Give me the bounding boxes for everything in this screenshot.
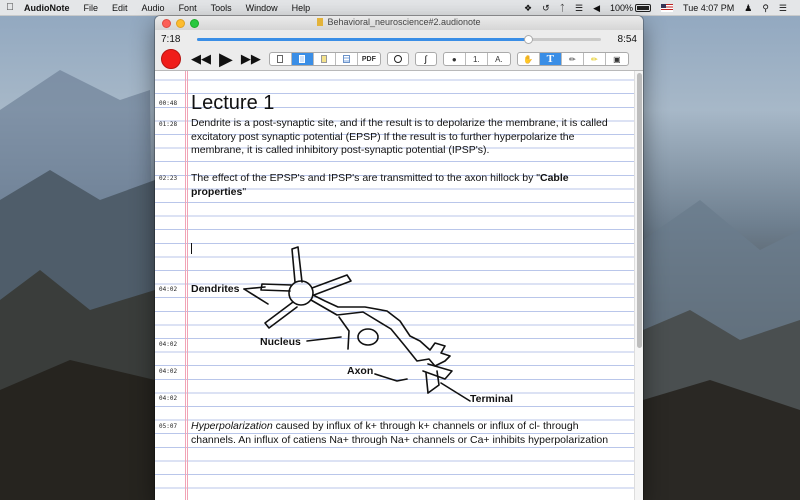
vertical-scrollbar[interactable] (634, 71, 643, 500)
wifi-icon[interactable]: ☰ (575, 2, 584, 13)
playback-progress-fill (197, 38, 528, 41)
bluetooth-icon[interactable]: ᛏ (559, 2, 566, 13)
cable-properties-bold: Cable properties (191, 172, 569, 198)
fast-forward-icon[interactable]: ▶▶ (240, 51, 261, 66)
hand-tool-button[interactable] (518, 53, 540, 65)
hand-icon: ✋ (523, 54, 534, 64)
battery-percent: 100% (610, 2, 634, 13)
note-paragraph-3-text: caused by influx of k+ through k+ channels or influx of cl- through channels. An influx of catiens Na+ through Na+ channels or Ca+ inhibits hyperpolarization (191, 420, 609, 446)
bullet-list-button[interactable] (444, 53, 466, 65)
notification-center-icon[interactable]: ☰ (778, 2, 787, 13)
spotlight-search-icon[interactable]: ⚲ (762, 2, 769, 13)
font-style-label: A. (495, 54, 503, 64)
title-bar[interactable] (155, 16, 643, 30)
menu-audio[interactable]: Audio (141, 2, 165, 13)
menu-app-name[interactable]: AudioNote (24, 2, 70, 13)
margin-line-inner (187, 71, 188, 500)
note-paragraph-2-end: " (242, 185, 247, 198)
bullet-icon: ● (451, 54, 457, 64)
menu-file[interactable]: File (83, 2, 99, 13)
document-icon (317, 18, 323, 26)
label-axon: Axon (347, 365, 374, 377)
scrollbar-thumb[interactable] (637, 73, 642, 348)
text-tool-icon: T (546, 53, 555, 65)
menu-bar (0, 0, 800, 16)
label-terminal: Terminal (470, 393, 513, 405)
integral-icon: ∫ (424, 54, 428, 64)
hyperpolarization-italic: Hyperpolarization (191, 420, 273, 432)
text-tool-button[interactable] (540, 53, 562, 65)
numbered-list-label: 1. (473, 54, 480, 64)
highlighter-tool-button[interactable] (584, 53, 606, 65)
lined-page-button[interactable] (292, 53, 314, 65)
timestamp-link[interactable]: 02:23 (159, 175, 178, 182)
note-paragraph-1: Dendrite is a post-synaptic site, and if the result is to depolarize the membrane, it is called excitatory post synaptic potential (EPSP) If the result is to further hyperpolarize the membrane, it is called inhibitory post-synaptic potential (IPSP's). (191, 117, 608, 157)
window-title-text: Behavioral_neuroscience#2.audionote (327, 17, 481, 27)
list-style-group (443, 52, 511, 66)
camera-button[interactable] (606, 53, 628, 65)
note-paragraph-3 (191, 420, 617, 447)
pdf-button[interactable] (358, 53, 380, 65)
timestamp-link[interactable]: 05:07 (159, 423, 178, 430)
yellow-page-icon (321, 55, 327, 63)
menu-font[interactable]: Font (178, 2, 197, 13)
plain-page-button[interactable] (270, 53, 292, 65)
timestamp-link[interactable]: 00:48 (159, 100, 178, 107)
playback-slider[interactable] (197, 38, 601, 41)
yellow-page-button[interactable] (314, 53, 336, 65)
grid-page-button[interactable] (336, 53, 358, 65)
timestamp-link[interactable]: 04:02 (159, 341, 178, 348)
toolbar (155, 48, 643, 71)
font-style-button[interactable] (488, 53, 510, 65)
timestamp-button[interactable] (387, 52, 409, 66)
input-source-flag-icon[interactable] (656, 0, 678, 16)
clock-icon (394, 55, 402, 63)
pdf-label: PDF (361, 55, 376, 63)
camera-icon: ▣ (613, 54, 621, 64)
label-nucleus: Nucleus (260, 336, 301, 348)
pen-icon: ✏ (568, 54, 576, 64)
playback-bar (155, 30, 643, 48)
text-cursor (191, 243, 192, 254)
rewind-icon[interactable]: ◀◀ (191, 51, 211, 66)
dropbox-icon[interactable]: ❖ (523, 2, 533, 13)
timestamp-link[interactable]: 04:02 (159, 368, 178, 375)
page-style-group (269, 52, 381, 66)
note-paragraph-2-text: The effect of the EPSP's and IPSP's are transmitted to the axon hillock by " (191, 172, 540, 184)
play-icon[interactable]: ▶ (219, 48, 233, 69)
record-button[interactable] (161, 49, 181, 69)
note-title: Lecture 1 (191, 92, 275, 114)
playback-slider-knob[interactable] (524, 35, 533, 44)
menu-tools[interactable]: Tools (210, 2, 232, 13)
timestamp-link[interactable]: 04:02 (159, 286, 178, 293)
apple-menu-icon[interactable] (0, 2, 20, 13)
total-time: 8:54 (617, 33, 637, 45)
label-dendrites: Dendrites (191, 283, 240, 295)
note-paragraph-2 (191, 172, 617, 199)
lined-page-icon (299, 55, 305, 63)
current-time: 7:18 (161, 33, 181, 45)
plain-page-icon (277, 55, 283, 63)
user-icon[interactable]: ♟ (744, 2, 753, 13)
highlighter-icon: ✏ (590, 54, 598, 64)
grid-page-icon (343, 55, 350, 63)
menu-help[interactable]: Help (291, 2, 311, 13)
notebook-page[interactable] (155, 71, 634, 500)
tool-group (517, 52, 629, 66)
pen-tool-button[interactable] (562, 53, 584, 65)
timestamp-link[interactable]: 01:28 (159, 121, 178, 128)
equation-button[interactable] (415, 52, 437, 66)
battery-status[interactable] (605, 0, 656, 16)
time-machine-icon[interactable]: ↺ (542, 2, 550, 13)
timestamp-link[interactable]: 04:02 (159, 395, 178, 402)
battery-icon (635, 4, 651, 12)
menu-clock[interactable]: Tue 4:07 PM (683, 2, 735, 13)
menu-edit[interactable]: Edit (112, 2, 128, 13)
margin-line (185, 71, 186, 500)
app-window (155, 16, 643, 500)
volume-icon[interactable]: ◀ (593, 2, 601, 13)
window-title (155, 17, 643, 27)
numbered-list-button[interactable] (466, 53, 488, 65)
menu-window[interactable]: Window (245, 2, 278, 13)
